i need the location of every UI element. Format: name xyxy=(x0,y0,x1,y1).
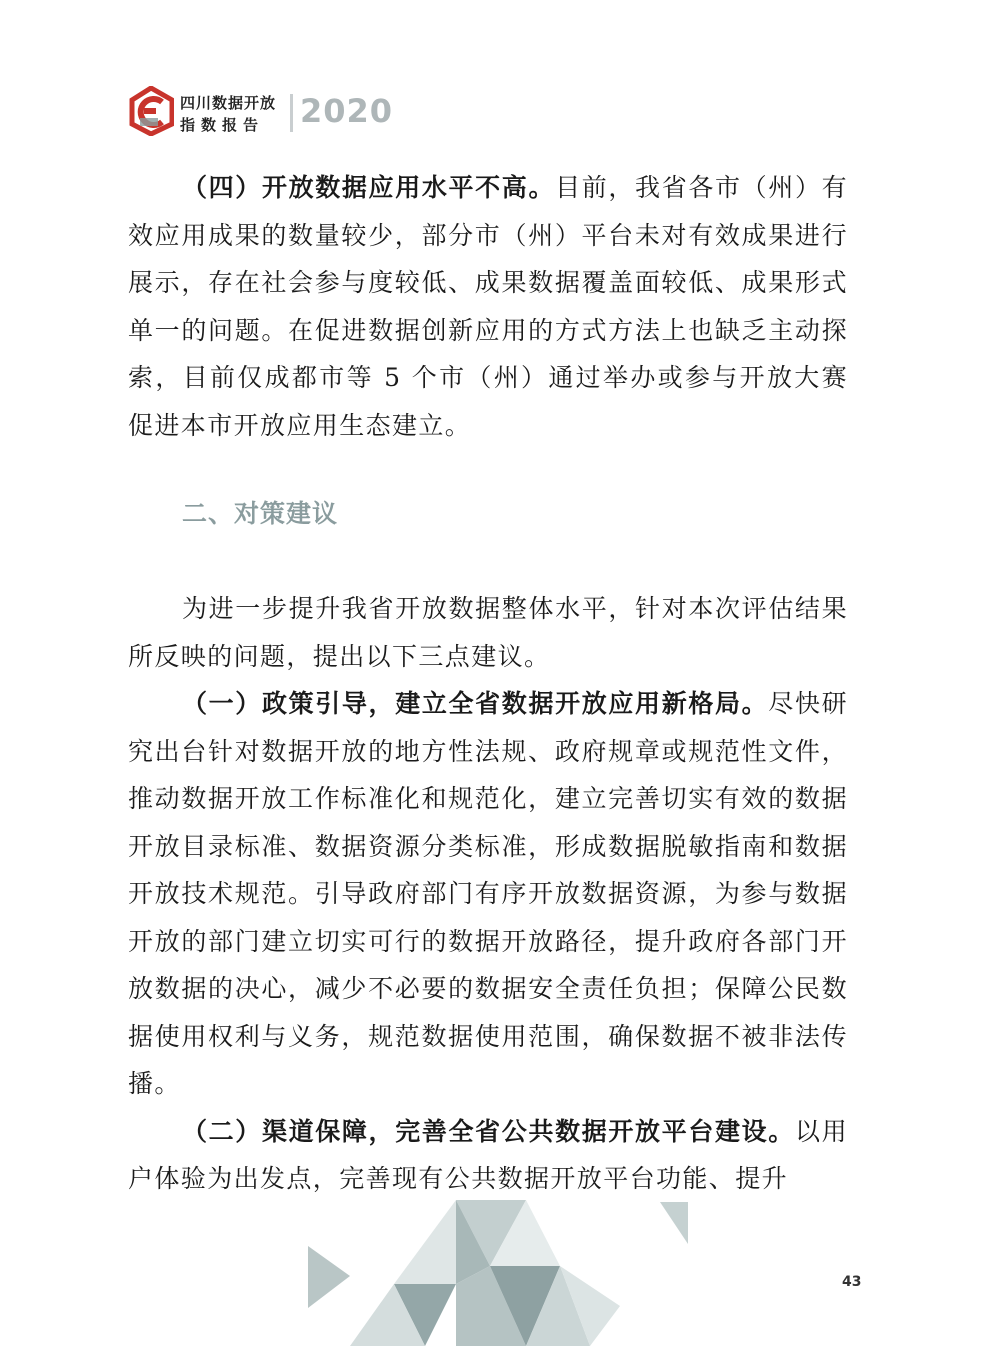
decorative-triangles xyxy=(290,1196,710,1346)
brand-title-line2: 指数报告 xyxy=(180,116,265,134)
suggestion-one-text: 尽快研究出台针对数据开放的地方性法规、政府规章或规范性文件，推动数据开放工作标准化和规范化，建立完善切实有效的数据开放目录标准、数据资源分类标准，形成数据脱敏指南和数据开放技术规范。引导政府部门有序开放数据资源，为参与数据开放的部门建立切实可行的数据开放路径，提升政府各部门开放数据的决心，减少不必要的数据安全责任负担；保障公民数据使用权利与义务，规范数据使用范围，确保数据不被非法传播。 xyxy=(128,689,848,1098)
suggestion-one-lead: （一）政策引导，建立全省数据开放应用新格局。 xyxy=(182,689,769,718)
suggestion-two-lead: （二）渠道保障，完善全省公共数据开放平台建设。 xyxy=(182,1116,795,1146)
suggestion-one xyxy=(128,680,848,1108)
paragraph-four-block xyxy=(128,164,848,449)
report-logo-icon xyxy=(128,86,174,136)
paragraph-four xyxy=(128,164,848,449)
suggestion-two xyxy=(128,1108,848,1203)
suggestion-two-text: 以用户体验为出发点，完善现有公共数据开放平台功能、提升 xyxy=(128,1116,848,1193)
brand-title-line1: 四川数据开放 xyxy=(180,94,277,112)
report-year: 2020 xyxy=(300,92,394,130)
report-header xyxy=(128,86,428,138)
header-divider xyxy=(290,94,293,132)
intro-paragraph: 为进一步提升我省开放数据整体水平，针对本次评估结果所反映的问题，提出以下三点建议。 xyxy=(128,594,848,671)
paragraph-four-text: 目前，我省各市（州）有效应用成果的数量较少，部分市（州）平台未对有效成果进行展示，存在社会参与度较低、成果数据覆盖面较低、成果形式单一的问题。在促进数据创新应用的方式方法上也缺乏主动探索，目前仅成都市等 5 个市（州）通过举办或参与开放大赛促进本市开放应用生态建立。 xyxy=(128,173,848,440)
page-number: 43 xyxy=(842,1274,862,1290)
section-heading: 二、对策建议 xyxy=(182,499,339,528)
paragraph-four-lead: （四）开放数据应用水平不高。 xyxy=(182,173,556,202)
suggestions-block xyxy=(128,585,848,1203)
